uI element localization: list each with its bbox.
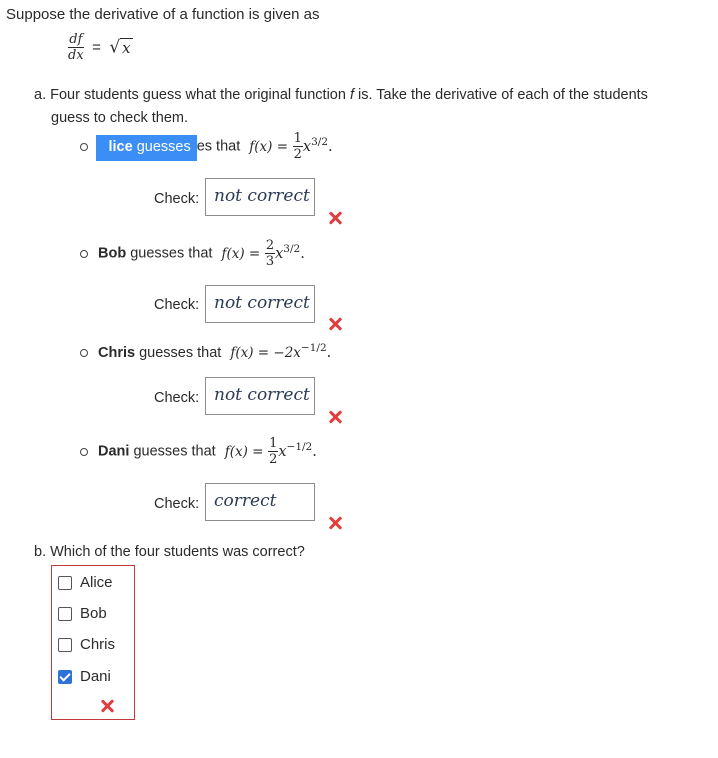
intro-text: Suppose the derivative of a function is given as [6,6,320,23]
fraction-denominator: 2 [269,452,278,467]
base-variable: x [275,245,284,262]
fraction-numerator: 2 [265,238,275,253]
period: . [300,245,305,262]
part-a-text: a. Four students guess what the original function [34,87,350,103]
verb-rest: es that [196,138,241,155]
guess-function [230,342,332,361]
student-name: Dani [98,443,130,460]
fraction-numerator: 1 [269,436,278,451]
student-guess-alice [80,132,333,161]
check-label-chris: Check: [154,390,200,406]
period: . [328,138,333,155]
fraction-denominator: 3 [265,254,275,269]
option-dani[interactable] [58,668,111,685]
student-guess-chris [80,342,331,361]
incorrect-x-icon [328,516,342,530]
check-label-bob: Check: [154,297,200,313]
guess-fraction [268,437,278,466]
guess-verb: guesses that [129,443,216,460]
checkbox-bob[interactable] [58,607,72,621]
fraction-numerator: 1 [293,131,302,146]
exponent: 3/2 [283,242,301,255]
student-name: Bob [98,245,127,262]
bullet-icon [80,349,88,357]
part-a-line1 [34,87,648,103]
period: . [326,344,332,361]
exponent: 3/2 [311,135,329,148]
student-name: Chris [98,344,136,361]
highlighted-verb: guesses [132,138,191,155]
selection-highlight [96,135,196,161]
bullet-icon [80,448,88,456]
check-label-dani: Check: [154,496,200,512]
guess-verb: guesses that [126,245,213,262]
derivative-equation [68,33,133,62]
part-a-line2: guess to check them. [51,110,189,126]
radicand: x [122,38,131,57]
option-label: Bob [80,605,107,622]
option-alice[interactable] [58,574,113,591]
derivative-fraction [68,33,84,62]
student-guess-bob [80,239,305,268]
fraction-numerator: df [69,32,83,47]
fraction-denominator: dx [68,48,84,63]
check-input-alice[interactable]: not correct [205,178,315,216]
option-label: Chris [80,636,116,653]
check-input-chris[interactable]: not correct [205,377,315,415]
guess-fraction [265,239,275,268]
checkbox-chris[interactable] [58,638,72,652]
check-input-dani[interactable]: correct [205,483,315,521]
square-root-icon: √ [109,37,121,58]
fraction-denominator: 2 [293,147,302,162]
bullet-icon [80,143,88,151]
student-name-rest: lice [108,138,133,155]
check-label-alice: Check: [154,191,200,207]
exponent: −1/2 [286,440,313,453]
option-label: Dani [80,668,111,685]
fx-label: f(x) = [224,443,264,460]
equals-sign: = [92,39,101,56]
checkbox-alice[interactable] [58,576,72,590]
student-guess-dani [80,437,317,466]
bullet-icon [80,250,88,258]
checkbox-dani[interactable] [58,670,72,684]
guess-function [221,238,305,269]
base-variable: x [302,138,312,155]
guess-function [249,131,333,162]
option-chris[interactable] [58,636,115,653]
exponent: −1/2 [300,342,327,354]
incorrect-x-icon [328,317,342,331]
incorrect-x-icon [100,699,114,713]
guess-verb: guesses that [135,344,222,361]
guess-function [224,436,317,467]
option-bob[interactable] [58,605,107,622]
fx-label: f(x) = [221,245,261,262]
fx-label: f(x) = −2x [230,344,301,361]
f-letter: f [349,87,354,103]
fx-label: f(x) = [249,138,289,155]
check-input-bob[interactable]: not correct [205,285,315,323]
incorrect-x-icon [328,211,342,225]
incorrect-x-icon [328,410,342,424]
guess-fraction [293,132,303,161]
part-a-text-end: is. Take the derivative of each of the students [354,87,648,103]
period: . [312,443,317,460]
part-b-question: b. Which of the four students was correct? [34,544,305,560]
option-label: Alice [80,574,113,591]
base-variable: x [278,443,287,460]
